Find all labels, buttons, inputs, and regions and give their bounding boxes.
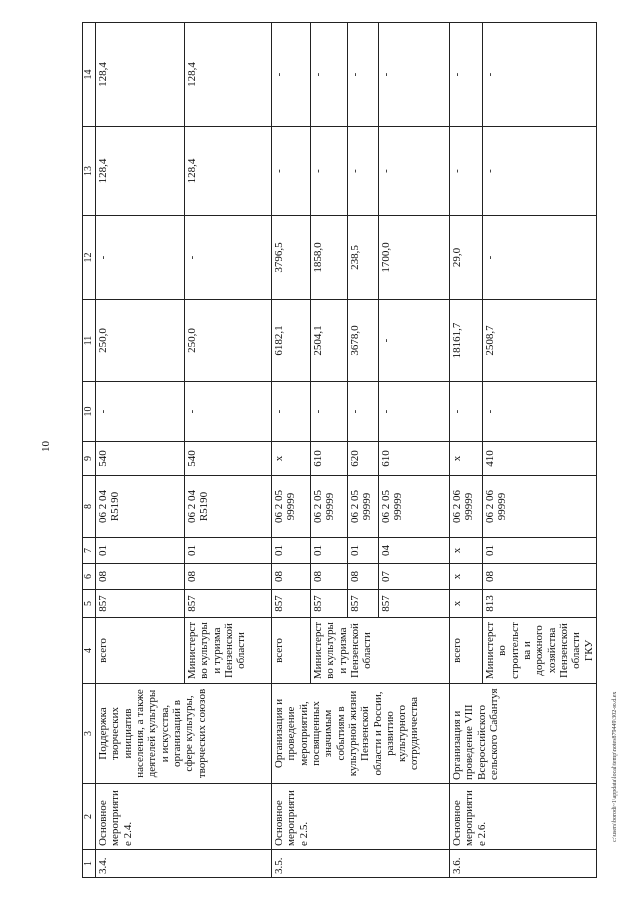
activity-description-cell: Поддержка творческих инициатив населения, а также деятелей культуры и искусства, организаций в сфере культуры, творческих союзов	[96, 684, 272, 784]
item-number-cell: 3.6.	[450, 850, 597, 878]
target-article-cell: 06 2 05 99999	[311, 476, 348, 538]
subsection-code-cell: 01	[348, 538, 379, 564]
value-cell: -	[96, 382, 185, 442]
ministry-code-cell: 857	[272, 590, 311, 618]
subsection-code-cell: 01	[185, 538, 272, 564]
ministry-code-cell: х	[450, 590, 483, 618]
section-code-cell: 08	[348, 564, 379, 590]
target-article-cell: 06 2 04 R5190	[96, 476, 185, 538]
value-cell: -	[450, 23, 483, 127]
value-cell: 1700,0	[379, 216, 450, 300]
ministry-code-cell: 857	[348, 590, 379, 618]
activity-description-cell: Организация и проведение мероприятий, посвященных значимым событиям в культурной жизни Пензенской области и России, развитию культурного сотрудничества	[272, 684, 450, 784]
ministry-code-cell: 813	[483, 590, 597, 618]
executor-cell: Министерство культуры и туризма Пензенской области	[311, 618, 450, 684]
activity-name-cell: Основное мероприятие 2.6.	[450, 784, 597, 850]
value-cell: 18161,7	[450, 300, 483, 382]
value-cell: 2508,7	[483, 300, 597, 382]
column-number: 4	[83, 618, 96, 684]
executor-cell: всего	[450, 618, 483, 684]
target-article-cell: 06 2 05 99999	[272, 476, 311, 538]
column-number: 1	[83, 850, 96, 878]
value-cell: 238,5	[348, 216, 379, 300]
column-number: 14	[83, 23, 96, 127]
value-cell: 3678,0	[348, 300, 379, 382]
value-cell: -	[483, 127, 597, 216]
table-row	[272, 23, 311, 878]
expense-type-cell: 410	[483, 442, 597, 476]
value-cell: 1858,0	[311, 216, 348, 300]
executor-cell: Министерство культуры и туризма Пензенской области	[185, 618, 272, 684]
value-cell: -	[311, 23, 348, 127]
column-number: 3	[83, 684, 96, 784]
rotated-table-sheet	[82, 23, 605, 878]
value-cell: -	[450, 127, 483, 216]
value-cell: -	[96, 216, 185, 300]
value-cell: -	[348, 382, 379, 442]
section-code-cell: 07	[379, 564, 450, 590]
value-cell: 250,0	[185, 300, 272, 382]
value-cell: -	[379, 127, 450, 216]
ministry-code-cell: 857	[311, 590, 348, 618]
column-number: 9	[83, 442, 96, 476]
value-cell: -	[483, 382, 597, 442]
subsection-code-cell: 01	[272, 538, 311, 564]
section-code-cell: 08	[483, 564, 597, 590]
column-number: 10	[83, 382, 96, 442]
value-cell: 128,4	[185, 127, 272, 216]
value-cell: -	[348, 127, 379, 216]
target-article-cell: 06 2 06 99999	[450, 476, 483, 538]
activity-name-cell: Основное мероприятие 2.4.	[96, 784, 272, 850]
value-cell: -	[272, 127, 311, 216]
value-cell: 128,4	[96, 23, 185, 127]
item-number-cell: 3.4.	[96, 850, 272, 878]
value-cell: -	[450, 382, 483, 442]
column-number: 11	[83, 300, 96, 382]
activity-description-cell: Организация и проведение VIII Всероссийского сельского Сабантуя	[450, 684, 597, 784]
ministry-code-cell: 857	[96, 590, 185, 618]
subsection-code-cell: х	[450, 538, 483, 564]
expense-type-cell: 540	[96, 442, 185, 476]
expense-type-cell: 620	[348, 442, 379, 476]
section-code-cell: 08	[311, 564, 348, 590]
target-article-cell: 06 2 06 99999	[483, 476, 597, 538]
value-cell: -	[185, 216, 272, 300]
table-row	[96, 23, 185, 878]
expense-type-cell: х	[450, 442, 483, 476]
value-cell: 6182,1	[272, 300, 311, 382]
target-article-cell: 06 2 05 99999	[379, 476, 450, 538]
column-number: 6	[83, 564, 96, 590]
section-code-cell: 08	[96, 564, 185, 590]
value-cell: -	[483, 216, 597, 300]
subsection-code-cell: 04	[379, 538, 450, 564]
subsection-code-cell: 01	[96, 538, 185, 564]
program-activities-table	[82, 22, 597, 878]
value-cell: -	[379, 300, 450, 382]
value-cell: 3796,5	[272, 216, 311, 300]
table-row	[450, 23, 483, 878]
column-number: 5	[83, 590, 96, 618]
executor-cell: Министерство строительства и дорожного хозяйства Пензенской области ГКУ	[483, 618, 597, 684]
target-article-cell: 06 2 05 99999	[348, 476, 379, 538]
executor-cell: всего	[96, 618, 185, 684]
column-number: 12	[83, 216, 96, 300]
column-number: 2	[83, 784, 96, 850]
expense-type-cell: 610	[379, 442, 450, 476]
value-cell: -	[311, 127, 348, 216]
value-cell: -	[311, 382, 348, 442]
value-cell: -	[379, 382, 450, 442]
section-code-cell: 08	[185, 564, 272, 590]
value-cell: -	[185, 382, 272, 442]
value-cell: -	[272, 23, 311, 127]
value-cell: 250,0	[96, 300, 185, 382]
executor-cell: всего	[272, 618, 311, 684]
section-code-cell: х	[450, 564, 483, 590]
subsection-code-cell: 01	[483, 538, 597, 564]
column-number-row	[83, 23, 96, 878]
expense-type-cell: 610	[311, 442, 348, 476]
section-code-cell: 08	[272, 564, 311, 590]
expense-type-cell: х	[272, 442, 311, 476]
item-number-cell: 3.5.	[272, 850, 450, 878]
ministry-code-cell: 857	[185, 590, 272, 618]
target-article-cell: 06 2 04 R5190	[185, 476, 272, 538]
column-number: 13	[83, 127, 96, 216]
value-cell: 128,4	[185, 23, 272, 127]
page-number: 10	[40, 441, 52, 452]
value-cell: 2504,1	[311, 300, 348, 382]
column-number: 7	[83, 538, 96, 564]
value-cell: -	[483, 23, 597, 127]
value-cell: 29,0	[450, 216, 483, 300]
value-cell: -	[379, 23, 450, 127]
value-cell: -	[272, 382, 311, 442]
value-cell: -	[348, 23, 379, 127]
subsection-code-cell: 01	[311, 538, 348, 564]
expense-type-cell: 540	[185, 442, 272, 476]
value-cell: 128,4	[96, 127, 185, 216]
footer-file-path: c:\users\borodi~1\appdata\local\temp\notes879449\302-ю.d.ex	[612, 691, 618, 842]
ministry-code-cell: 857	[379, 590, 450, 618]
activity-name-cell: Основное мероприятие 2.5.	[272, 784, 450, 850]
column-number: 8	[83, 476, 96, 538]
